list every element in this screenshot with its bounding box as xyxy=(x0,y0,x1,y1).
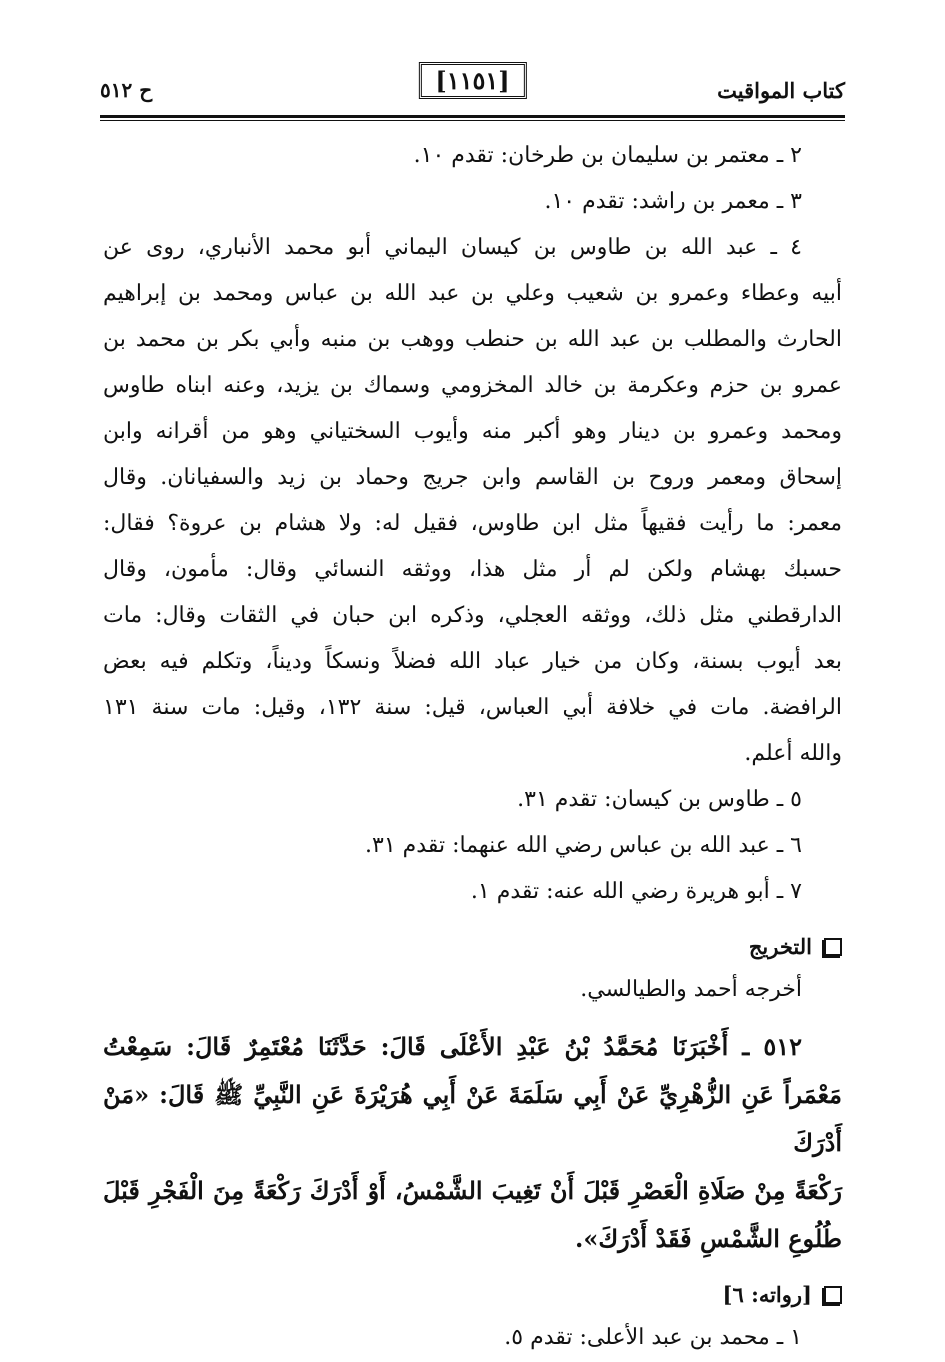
hadith-line: مَعْمَراً عَنِ الزُّهْرِيِّ عَنْ أَبِي سَلَمَةَ عَنْ أَبِي هُرَيْرَةَ عَنِ النَّبِيِّ ﷺ قَالَ: «مَنْ أَدْرَكَ xyxy=(103,1080,842,1157)
page-number: [١١٥١] xyxy=(418,62,526,99)
narrator-entry: ٦ ـ عبد الله بن عباس رضي الله عنهما: تقدم ٣١. xyxy=(365,833,802,858)
narrator-entry: ٥ ـ طاوس بن كيسان: تقدم ٣١. xyxy=(517,787,802,812)
takhrij-text: أخرجه أحمد والطيالسي. xyxy=(580,977,802,1002)
hadith-text xyxy=(103,1023,842,1263)
bio-line: الحارث والمطلب بن عبد الله بن حنطب ووهب بن منبه وأبي بكر بن محمد بن xyxy=(103,327,842,352)
takhrij-heading xyxy=(103,927,842,967)
bio-line: أبيه وعطاء وعمرو بن شعيب وعلي بن عبد الله بن عباس ومحمد بن إبراهيم xyxy=(103,281,842,306)
page-header xyxy=(100,66,845,114)
bio-line: عمرو بن حزم وعكرمة بن خالد المخزومي وسماك بن يزيد، وعنه ابناه طاوس xyxy=(103,373,842,398)
hadith-line: ٥١٢ ـ أَخْبَرَنَا مُحَمَّدُ بْنُ عَبْدِ الأَعْلَى قَالَ: حَدَّثَنَا مُعْتَمِرٌ قَالَ: سَمِعْتُ xyxy=(103,1032,802,1061)
page-body xyxy=(103,133,842,1361)
bio-line: إسحاق ومعمر وروح بن القاسم وابن جريج وحماد بن زيد والسفيانان. وقال xyxy=(103,465,842,490)
bio-line: الرافضة. مات في خلافة أبي العباس، قيل: سنة ١٣٢، وقيل: مات سنة ١٣١ xyxy=(103,695,842,720)
narrator-entry: ٣ ـ معمر بن راشد: تقدم ١٠. xyxy=(544,189,802,214)
bio-line: والله أعلم. xyxy=(744,741,842,766)
bio-line: حسبك بهشام ولكن لم أر مثل هذا، ووثقه النسائي وقال: مأمون، وقال xyxy=(103,557,842,582)
bio-line: ٤ ـ عبد الله بن طاوس بن كيسان اليماني أبو محمد الأنباري، روى عن xyxy=(103,235,802,260)
hadith-line: طُلُوعِ الشَّمْسِ فَقَدْ أَدْرَكَ». xyxy=(575,1224,842,1253)
ruwatuh-heading xyxy=(103,1275,842,1315)
square-bullet-icon xyxy=(824,938,842,956)
hadith-reference: ح ٥١٢ xyxy=(100,78,153,102)
bio-line: ومحمد وعمرو بن دينار وهو أكبر منه وأيوب السختياني وهو من أقرانه وابن xyxy=(103,419,842,444)
narrator-entry: ٧ ـ أبو هريرة رضي الله عنه: تقدم ١. xyxy=(470,879,802,904)
bio-line: الدارقطني مثل ذلك، ووثقه العجلي، وذكره ابن حبان في الثقات وقال: مات xyxy=(103,603,842,628)
square-bullet-icon xyxy=(824,1286,842,1304)
hadith-line: رَكْعَةً مِنْ صَلَاةِ الْعَصْرِ قَبْلَ أَنْ تَغِيبَ الشَّمْسُ، أَوْ أَدْرَكَ رَكْعَةً مِنَ الْفَجْرِ قَبْلَ xyxy=(103,1176,842,1205)
bio-line: معمر: ما رأيت فقيهاً مثل ابن طاوس، فقيل له: ولا هشام بن عروة؟ فقال: xyxy=(103,511,842,536)
narrator-biography xyxy=(103,225,842,777)
takhrij-title: التخريج xyxy=(748,934,812,959)
ruwatuh-title: [رواته: ٦] xyxy=(722,1282,812,1307)
narrator-entry: ٢ ـ معتمر بن سليمان بن طرخان: تقدم ١٠. xyxy=(413,143,802,168)
narrator-entry: ١ ـ محمد بن عبد الأعلى: تقدم ٥. xyxy=(504,1325,802,1350)
header-divider xyxy=(100,115,845,121)
book-title: كتاب المواقيت xyxy=(717,78,845,103)
bio-line: بعد أيوب بسنة، وكان من خيار عباد الله فضلاً ونسكاً وديناً، وتكلم فيه بعض xyxy=(103,649,842,674)
